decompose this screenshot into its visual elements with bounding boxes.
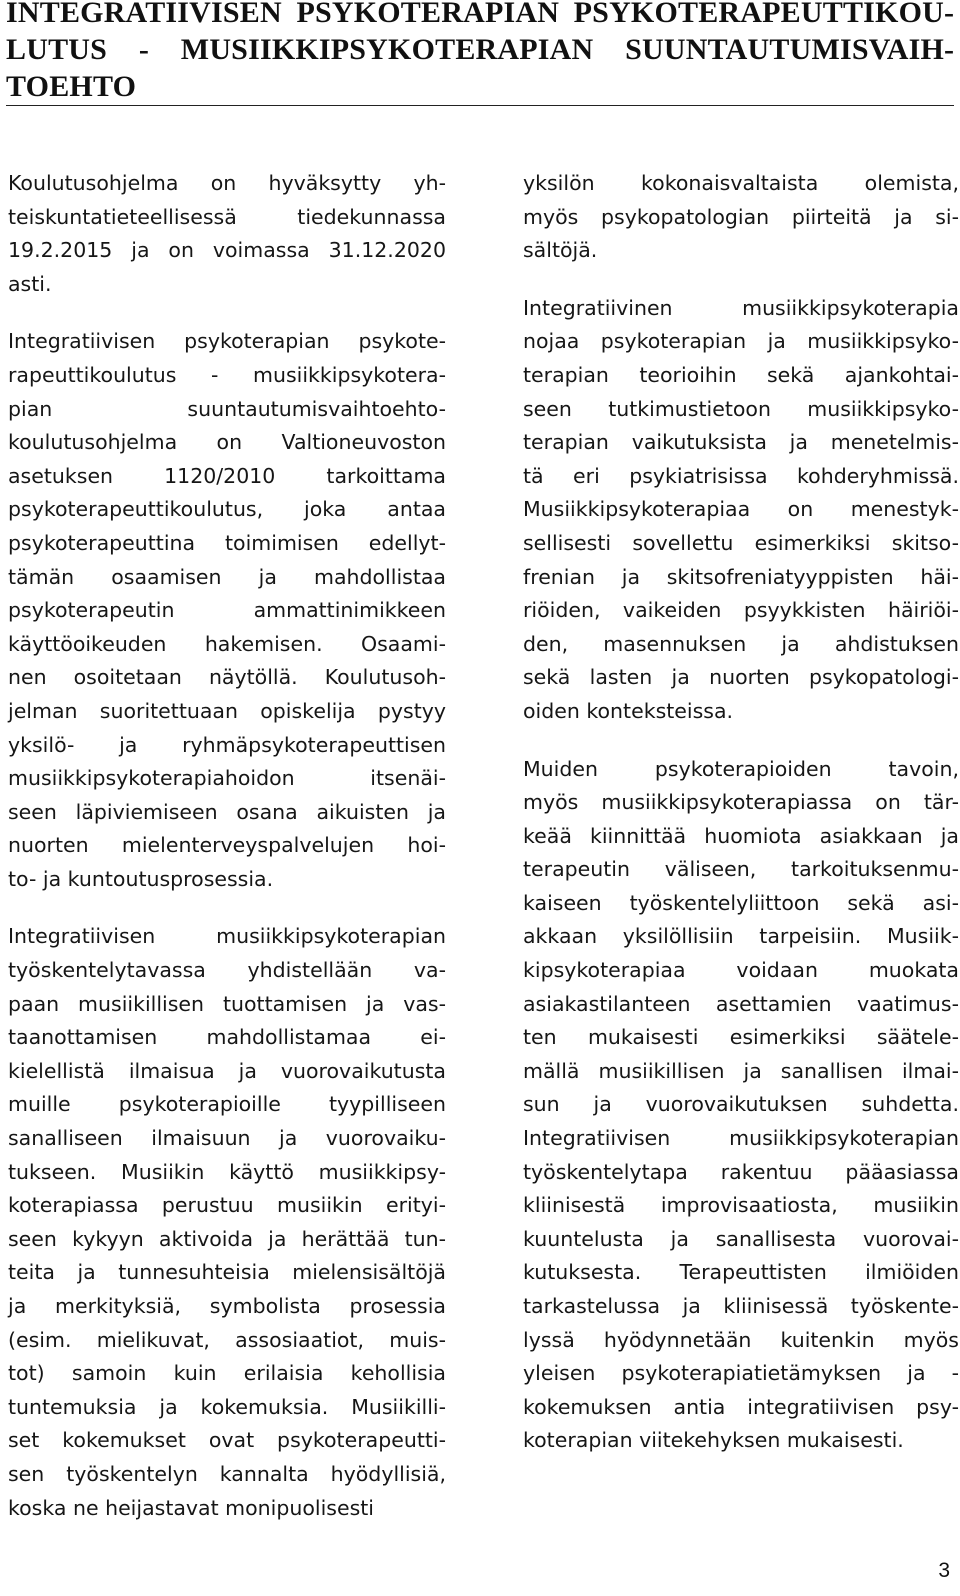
text-line: työskentelytavassa yhdistellään va- [8, 958, 446, 983]
text-line: tämän osaamisen ja mahdollistaa [8, 564, 446, 589]
text-line: sältöjä. [523, 238, 598, 263]
text-line: sanalliseen ilmaisuun ja vuorovaiku- [8, 1126, 446, 1151]
text-line: Integratiivisen psykoterapian psykote- [8, 329, 446, 354]
text-line: musiikkipsykoterapiahoidon itsenäi- [8, 766, 446, 791]
text-line: set kokemukset ovat psykoterapeutti- [8, 1428, 446, 1453]
text-line: lyssä hyödynnetään kuitenkin myös [523, 1327, 959, 1352]
left-column [8, 167, 446, 1549]
text-line: terapeutin väliseen, tarkoituksenmu- [523, 857, 959, 882]
text-line: teiskuntatieteellisessä tiedekunnassa [8, 204, 446, 229]
text-line: terapian vaikutuksista ja menetelmis- [523, 430, 959, 455]
text-line: (esim. mielikuvat, assosiaatiot, muis- [8, 1327, 446, 1352]
text-line: yksilön kokonaisvaltaista olemista, [523, 171, 959, 195]
text-line: psykoterapeuttina toimimisen edellyt- [8, 530, 446, 555]
paragraph-program-description [8, 325, 446, 896]
text-line: työskentelytapa rakentuu pääasiassa [523, 1159, 959, 1184]
text-line: oiden konteksteissa. [523, 698, 734, 723]
text-line: nuorten mielenterveyspalvelujen hoi- [8, 833, 446, 858]
text-line: kaiseen työskentelyliittoon sekä asi- [523, 890, 959, 915]
text-line: tarkastelussa ja kliinisessä työskente- [523, 1294, 959, 1318]
text-line: yksilö- ja ryhmäpsykoterapeuttisen [8, 732, 446, 757]
text-line: tukseen. Musiikin käyttö musiikkipsy- [8, 1159, 446, 1184]
text-line: koulutusohjelma on Valtioneuvoston [8, 430, 446, 455]
right-column [523, 167, 959, 1482]
text-line: tä eri psykiatrisissa kohderyhmissä. [523, 463, 959, 488]
text-line: koterapian viitekehyksen mukaisesti. [523, 1428, 904, 1453]
text-line: myös musiikkipsykoterapiassa on tär- [523, 790, 959, 815]
text-line: to- ja kuntoutusprosessia. [8, 866, 274, 891]
text-line: mällä musiikillisen ja sanallisen ilmai- [523, 1058, 959, 1083]
text-line: kipsykoterapiaa voidaan muokata [523, 958, 959, 983]
text-line: kielellistä ilmaisua ja vuorovaikutusta [8, 1058, 446, 1083]
text-line: 19.2.2015 ja on voimassa 31.12.2020 [8, 238, 446, 263]
text-line: kokemuksen antia integratiivisen psy- [523, 1394, 959, 1419]
text-line: Integratiivinen musiikkipsykoterapia [523, 295, 959, 320]
text-line: tuntemuksia ja kokemuksia. Musiikilli- [8, 1394, 446, 1419]
title-underline [6, 105, 954, 106]
text-line: yleisen psykoterapiatietämyksen ja - [523, 1361, 959, 1386]
text-line: muille psykoterapioille tyypilliseen [8, 1092, 446, 1117]
paragraph-theoretical-basis [523, 292, 959, 729]
text-line: nen osoitetaan näytöllä. Koulutusoh- [8, 665, 446, 690]
text-line: sun ja vuorovaikutuksen suhdetta. [523, 1092, 959, 1117]
text-line: sen työskentelyn kannalta hyödyllisiä, [8, 1461, 446, 1486]
text-line: asiakastilanteen asettamien vaatimus- [523, 991, 959, 1016]
paragraph-therapeutic-alliance [523, 753, 959, 1458]
text-line: asti. [8, 271, 52, 296]
text-line: psykoterapeuttikoulutus, joka antaa [8, 497, 446, 522]
text-line: asetuksen 1120/2010 tarkoittama [8, 463, 446, 488]
text-line: teita ja tunnesuhteisia mielensisältöjä [8, 1260, 446, 1285]
text-line: keää kiinnittää huomiota asiakkaan ja [523, 823, 959, 848]
text-line: ja merkityksiä, symbolista prosessia [8, 1294, 446, 1318]
text-line: nojaa psykoterapian ja musiikkipsyko- [523, 329, 959, 354]
text-line: terapian teorioihin sekä ajankohtai- [523, 362, 959, 387]
text-line: kliinisestä improvisaatiosta, musiikin [523, 1193, 959, 1218]
text-line: kutuksesta. Terapeuttisten ilmiöiden [523, 1260, 959, 1285]
text-line: sekä lasten ja nuorten psykopatologi- [523, 665, 959, 690]
document-title: INTEGRATIIVISEN PSYKOTERAPIAN PSYKOTERAPEUTTIKOULUTUS - MUSIIKKIPSYKOTERAPIAN SUUNTAUTUMISVAIHTOEHTO [6, 0, 954, 103]
text-line: myös psykopatologian piirteitä ja si- [523, 204, 959, 229]
text-line: paan musiikillisen tuottamisen ja vas- [8, 991, 446, 1016]
text-line: sellisesti sovellettu esimerkiksi skitso- [523, 530, 959, 555]
text-line: den, masennuksen ja ahdistuksen [523, 631, 959, 656]
paragraph-working-method [8, 920, 446, 1525]
page-number: 3 [938, 1559, 950, 1582]
text-line: Integratiivisen musiikkipsykoterapian [523, 1126, 959, 1151]
paragraph-individual-being [523, 167, 959, 268]
text-line: Integratiivisen musiikkipsykoterapian [8, 924, 446, 949]
text-line: seen kykyyn aktivoida ja herättää tun- [8, 1226, 446, 1251]
text-line: seen tutkimustietoon musiikkipsyko- [523, 396, 959, 421]
text-line: tot) samoin kuin erilaisia kehollisia [8, 1361, 446, 1386]
text-line: frenian ja skitsofreniatyyppisten häi- [523, 564, 959, 589]
text-line: rapeuttikoulutus - musiikkipsykotera- [8, 362, 446, 387]
text-line: Koulutusohjelma on hyväksytty yh- [8, 171, 446, 195]
text-line: kuuntelusta ja sanallisesta vuorovai- [523, 1226, 959, 1251]
text-line: riöiden, vaikeiden psyykkisten häiriöi- [523, 598, 959, 623]
text-line: Muiden psykoterapioiden tavoin, [523, 756, 959, 781]
text-line: koterapiassa perustuu musiikin erityi- [8, 1193, 446, 1218]
text-line: käyttöoikeuden hakemisen. Osaami- [8, 631, 446, 656]
text-line: akkaan yksilöllisiin tarpeisiin. Musiik- [523, 924, 959, 949]
text-line: ten mukaisesti esimerkiksi säätele- [523, 1025, 959, 1050]
text-line: koska ne heijastavat monipuolisesti [8, 1495, 375, 1520]
text-line: taanottamisen mahdollistamaa ei- [8, 1025, 446, 1050]
text-line: jelman suoritettuaan opiskelija pystyy [8, 698, 446, 723]
text-line: pian suuntautumisvaihtoehto- [8, 396, 446, 421]
text-line: psykoterapeutin ammattinimikkeen [8, 598, 446, 623]
paragraph-validity [8, 167, 446, 301]
text-line: seen läpiviemiseen osana aikuisten ja [8, 799, 446, 824]
text-line: Musiikkipsykoterapiaa on menestyk- [523, 497, 959, 522]
